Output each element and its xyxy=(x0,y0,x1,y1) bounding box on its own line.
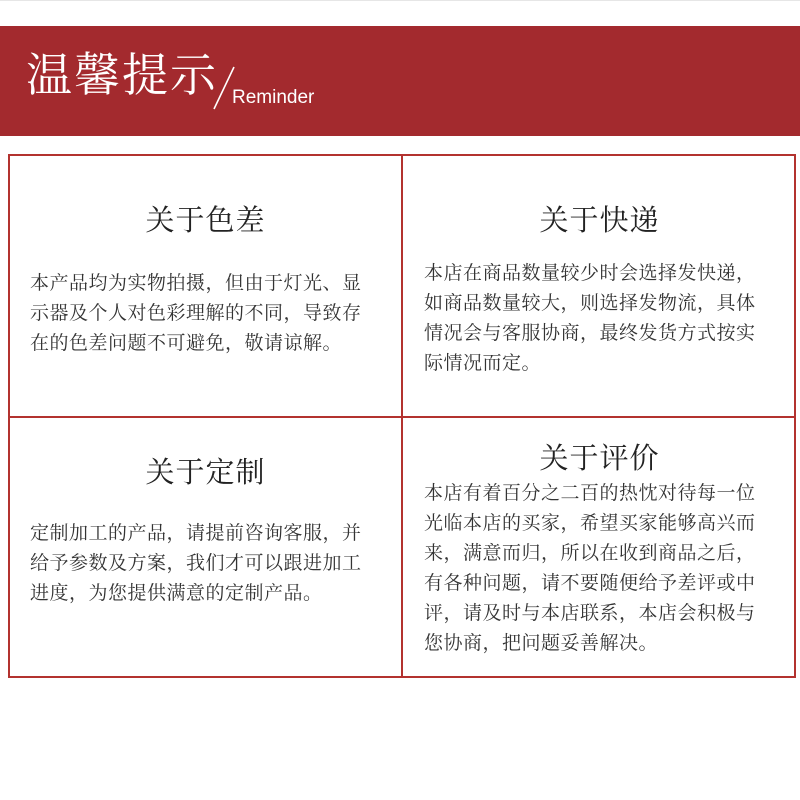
customization-title: 关于定制 xyxy=(145,455,266,489)
banner-subtitle: Reminder xyxy=(232,87,315,108)
top-divider xyxy=(0,0,800,5)
reviews-text: 本店有着百分之二百的热忱对待每一位 光临本店的买家，希望买家能够高兴而 来，满意而归，所以在收到商品之后， 有各种问题，请不要随便给予差评或中 评，请及时与本店联系，本店会积极与 您协商，把问题妥善解决。 xyxy=(424,482,756,654)
color-difference-text: 本产品均为实物拍摄，但由于灯光、显 示器及个人对色彩理解的不同，导致存 在的色差问题不可避免，敬请谅解。 xyxy=(30,272,362,354)
delivery-text: 本店在商品数量较少时会选择发快递， 如商品数量较大，则选择发物流，具体 情况会与客服协商，最终发货方式按实 际情况而定。 xyxy=(424,262,756,374)
banner-title: 温馨提示 xyxy=(26,48,218,102)
reviews-title: 关于评价 xyxy=(539,441,660,475)
delivery-title: 关于快递 xyxy=(539,203,660,237)
customization-text: 定制加工的产品，请提前咨询客服，并 给予参数及方案，我们才可以跟进加工 进度，为您提供满意的定制产品。 xyxy=(30,522,362,604)
color-difference-title: 关于色差 xyxy=(145,203,266,237)
grid-horizontal-divider xyxy=(8,416,796,418)
